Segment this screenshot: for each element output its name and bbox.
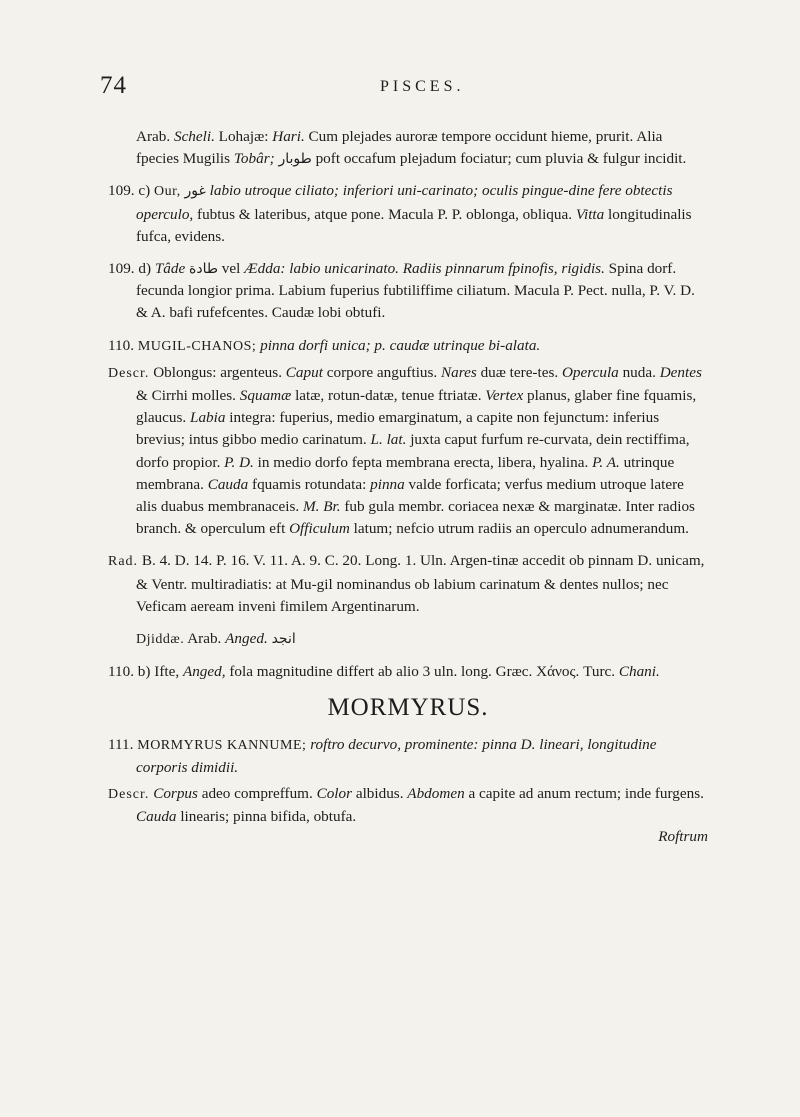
entry-110-radii <box>108 550 708 618</box>
text: Oblongus: argenteus. <box>149 363 286 381</box>
term: Vertex <box>485 387 524 405</box>
arabic-word: انجد <box>271 631 296 648</box>
paragraph-arab-scheli <box>108 126 708 170</box>
text-italic: Vitta <box>575 205 605 223</box>
entry-number: 110. <box>108 336 138 354</box>
locality-label: Djiddæ. <box>136 632 185 648</box>
term: L. lat. <box>370 431 407 449</box>
descr-label: Descr. <box>108 787 150 803</box>
text: vel <box>217 260 245 278</box>
text: Arab. <box>136 128 174 145</box>
text: Arab. <box>184 630 226 648</box>
text: & Cirrhi molles. <box>136 387 240 405</box>
text: longitudinalis fufca, evidens. <box>136 205 692 245</box>
text: planus, glaber fine fquamis, glaucus. <box>136 387 697 427</box>
term: Labia <box>190 409 226 427</box>
text: nuda. <box>618 363 660 381</box>
text: fub gula membr. coriacea nexæ & marginatæ. Inter radios branch. & operculum eft <box>136 498 695 538</box>
entry-109c <box>108 180 708 248</box>
text: Lohajæ: <box>214 128 273 145</box>
text: fola magnitudine differt ab alio 3 uln. long. Græc. <box>225 663 537 681</box>
term: Corpus <box>153 785 198 803</box>
entry-number: 109. d) <box>108 260 155 278</box>
text: B. 4. D. 14. P. 16. V. 11. A. 9. C. 20. Long. 1. Uln. Argen-tinæ accedit ob pinnam D. unicam, & Ventr. multiradiatis: at Mu-gil nominandus ob labium carinatum & dentes nullos; nec Veficam aeream inveni fimilem Argentinarum. <box>136 552 705 615</box>
page-header <box>100 72 720 102</box>
text: Cum plejades auroræ tempore occidunt hieme, prurit. Alia fpecies Mugilis <box>136 128 663 168</box>
entry-110-djiddae <box>108 628 708 651</box>
entry-110b <box>108 661 708 683</box>
term: Officulum <box>289 520 350 538</box>
rad-label: Rad. <box>108 554 139 570</box>
species-name: Tâde <box>154 260 186 278</box>
descr-label: Descr. <box>108 365 150 381</box>
text-italic: Tobâr; <box>233 150 275 168</box>
text: fquamis rotundata: <box>248 475 371 493</box>
text: Turc. <box>579 663 619 681</box>
text: linearis; pinna bifida, obtufa. <box>176 808 357 826</box>
entry-number: 111. <box>108 735 138 753</box>
text: in medio dorfo fepta membrana erecta, libera, hyalina. <box>253 453 593 471</box>
term: Cauda <box>207 475 249 493</box>
term: pinna <box>370 475 405 493</box>
text: poft occafum plejadum fociatur; cum pluvia & fulgur incidit. <box>311 150 687 168</box>
diagnosis: roftro decurvo, prominente: pinna D. lineari, longitudine corporis dimidii. <box>136 735 657 776</box>
term: Color <box>316 785 353 803</box>
diagnosis: pinna dorfi unica; p. caudæ utrinque bi-alata. <box>256 336 541 354</box>
text: duæ tere-tes. <box>476 363 562 381</box>
entry-number: 109. c) <box>108 182 154 200</box>
diagnosis: labio utroque ciliato; inferiori uni-carinato; oculis pingue-dine fere obtectis operculo, <box>136 182 673 223</box>
term: Opercula <box>561 363 619 381</box>
term: P. A. <box>592 453 620 471</box>
arabic-word: طوبار <box>278 151 312 168</box>
greek-word: Χάνος. <box>536 663 580 681</box>
text-italic: Scheli. <box>173 128 215 145</box>
arabic-word: غور <box>184 183 206 200</box>
text: utrinque membrana. <box>136 453 675 493</box>
text: adeo compreffum. <box>197 785 317 803</box>
text: fubtus & lateribus, atque pone. Macula P. P. oblonga, obliqua. <box>193 205 576 223</box>
term: Anged, <box>182 663 226 681</box>
entry-number: 110. b) <box>108 663 155 681</box>
text: juxta caput furfum re-curvata, dein rectiffima, dorfo propior. <box>136 431 690 471</box>
text: Ifte, <box>154 663 183 681</box>
running-title: PISCES. <box>380 78 465 95</box>
term: Nares <box>441 363 477 381</box>
term: Dentes <box>659 363 702 381</box>
entry-110 <box>108 335 708 358</box>
term: Anged. <box>225 630 268 648</box>
term: P. D. <box>224 453 254 471</box>
entry-109d <box>108 258 708 325</box>
page-number: 74 <box>100 72 127 99</box>
entry-110-description <box>108 362 708 541</box>
text: corpore anguftius. <box>322 363 442 381</box>
entry-111-description <box>108 783 708 828</box>
text-italic: Hari. <box>272 128 305 145</box>
text: latæ, rotun-datæ, tenue ftriatæ. <box>291 387 486 405</box>
page-body <box>108 126 708 849</box>
species-name: MUGIL-CHANOS; <box>137 338 257 354</box>
species-name: MORMYRUS KANNUME; <box>137 737 307 753</box>
term: Caput <box>285 363 323 381</box>
term: Abdomen <box>407 785 465 803</box>
term: M. Br. <box>303 498 341 516</box>
entry-111 <box>108 734 708 779</box>
text: a capite ad anum rectum; inde furgens. <box>464 785 704 803</box>
term: Squamæ <box>239 387 292 405</box>
text: valde forficata; verfus medium utroque latere alis duabus membranaceis. <box>136 475 684 516</box>
text: albidus. <box>352 785 408 803</box>
diagnosis: Ædda: labio unicarinato. Radiis pinnarum fpinofis, rigidis. <box>244 260 605 278</box>
text: latum; nefcio utrum radiis an operculo adnumerandum. <box>349 520 689 538</box>
term: Chani. <box>618 663 660 681</box>
catchword: Roftrum <box>658 828 708 846</box>
term: Cauda <box>136 808 177 826</box>
species-name: Our, <box>153 184 181 200</box>
text: Spina dorf. fecunda longior prima. Labium fuperius fubtiliffime ciliatum. Macula P. Pect. nulla, P. V. D. & A. bafi rufefcentes. Caudæ lobi obtufi. <box>136 260 695 322</box>
text: integra: fuperius, medio emarginatum, a capite non fejunctum: inferius brevius; intus gibbo medio carinatum. <box>136 409 660 449</box>
arabic-word: طادة <box>189 261 218 278</box>
section-heading: MORMYRUS. <box>327 694 489 722</box>
